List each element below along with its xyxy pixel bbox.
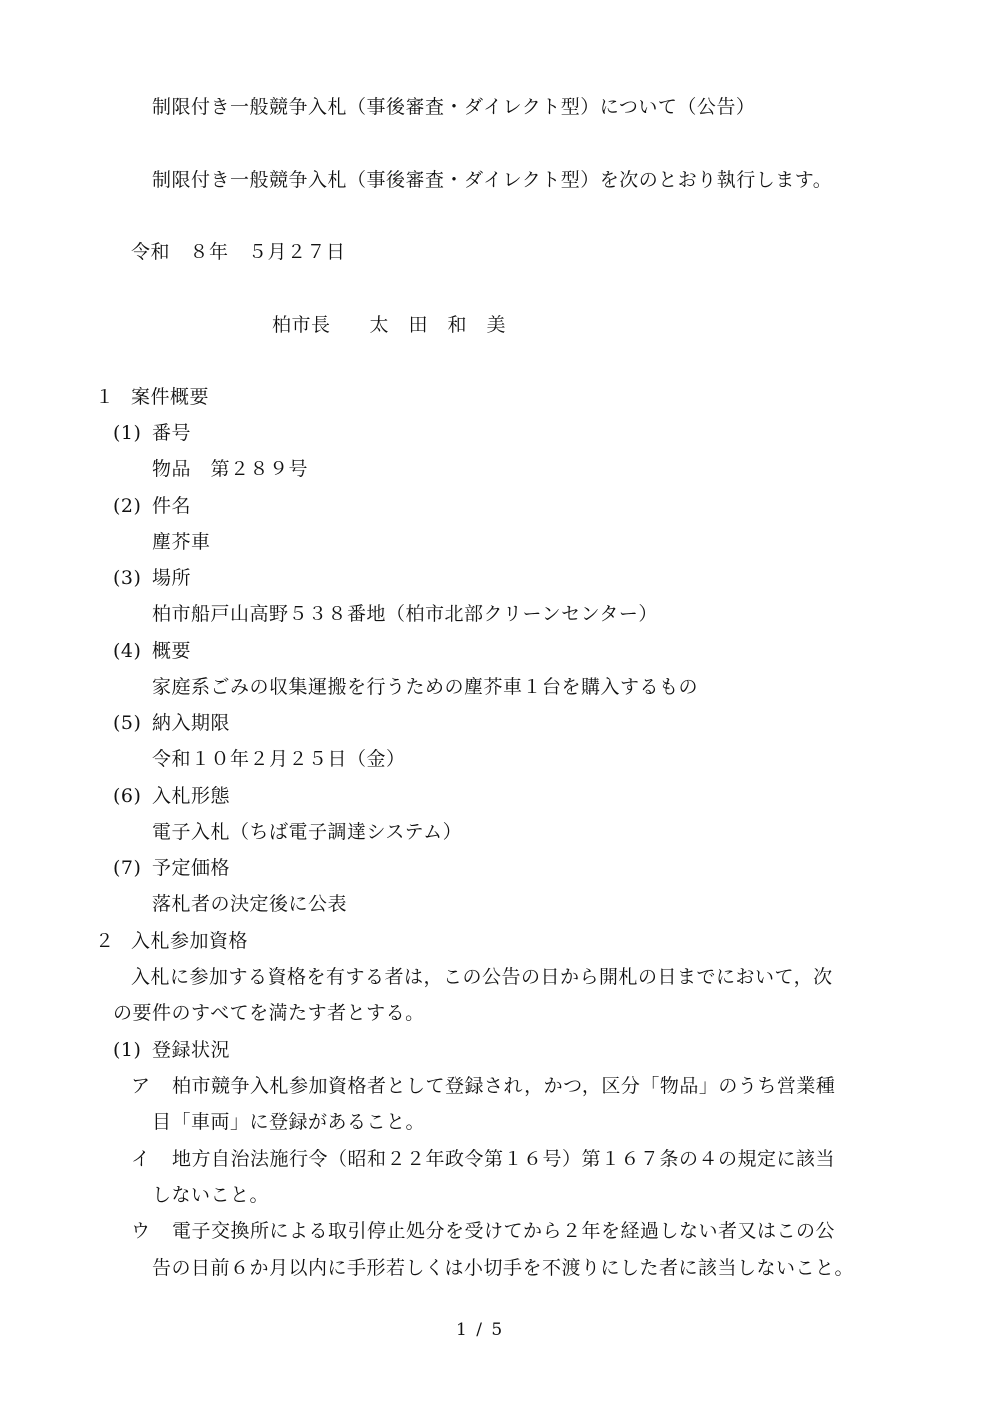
requirement-u-mark: ウ (131, 1220, 151, 1242)
subsection-1-label: 登録状況 (152, 1039, 231, 1061)
item-1-value: 物品 第２８９号 (152, 458, 309, 480)
item-4-number: (4) (113, 640, 142, 662)
intro-text: 制限付き一般競争入札（事後審査・ダイレクト型）を次のとおり執行します。 (152, 169, 833, 191)
notice-date: 令和 ８年 ５月２７日 (131, 241, 346, 263)
section-1-number: １ (95, 386, 115, 408)
section-2-number: ２ (95, 930, 115, 952)
section-2-heading: 入札参加資格 (131, 930, 249, 952)
section-2-intro-line-1: 入札に参加する資格を有する者は，この公告の日から開札の日までにおいて，次 (131, 966, 833, 988)
requirement-a-mark: ア (131, 1075, 151, 1097)
item-2-number: (2) (113, 495, 142, 517)
section-2-intro-line-2: の要件のすべてを満たす者とする。 (113, 1002, 425, 1024)
requirement-u-line-2: 告の日前６か月以内に手形若しくは小切手を不渡りにした者に該当しないこと。 (152, 1257, 855, 1279)
item-2-label: 件名 (152, 495, 192, 517)
item-3-value: 柏市船戸山高野５３８番地（柏市北部クリーンセンター） (152, 603, 658, 625)
item-4-value: 家庭系ごみの収集運搬を行うための塵芥車１台を購入するもの (152, 676, 699, 698)
requirement-i-mark: イ (131, 1148, 151, 1170)
document-title: 制限付き一般競争入札（事後審査・ダイレクト型）について（公告） (152, 96, 756, 118)
requirement-a-line-2: 目「車両」に登録があること。 (152, 1111, 426, 1133)
item-6-number: (6) (113, 785, 142, 807)
item-5-label: 納入期限 (152, 712, 231, 734)
item-7-value: 落札者の決定後に公表 (152, 893, 348, 915)
item-6-label: 入札形態 (152, 785, 231, 807)
item-6-value: 電子入札（ちば電子調達システム） (152, 821, 463, 843)
item-1-label: 番号 (152, 422, 192, 444)
item-3-label: 場所 (152, 567, 192, 589)
requirement-i-line-2: しないこと。 (152, 1184, 270, 1206)
item-2-value: 塵芥車 (152, 531, 211, 553)
item-5-number: (5) (113, 712, 142, 734)
page-number: 1 / 5 (456, 1320, 505, 1340)
item-4-label: 概要 (152, 640, 192, 662)
item-5-value: 令和１０年２月２５日（金） (152, 748, 406, 770)
subsection-1-number: (1) (113, 1039, 142, 1061)
requirement-u-line-1: 電子交換所による取引停止処分を受けてから２年を経過しない者又はこの公 (172, 1220, 836, 1242)
item-1-number: (1) (113, 422, 142, 444)
issuer-name: 柏市長 太 田 和 美 (272, 314, 507, 336)
item-7-label: 予定価格 (152, 857, 231, 879)
item-7-number: (7) (113, 857, 142, 879)
item-3-number: (3) (113, 567, 142, 589)
requirement-i-line-1: 地方自治法施行令（昭和２２年政令第１６号）第１６７条の４の規定に該当 (172, 1148, 836, 1170)
section-1-heading: 案件概要 (131, 386, 210, 408)
requirement-a-line-1: 柏市競争入札参加資格者として登録され，かつ，区分「物品」のうち営業種 (172, 1075, 836, 1097)
